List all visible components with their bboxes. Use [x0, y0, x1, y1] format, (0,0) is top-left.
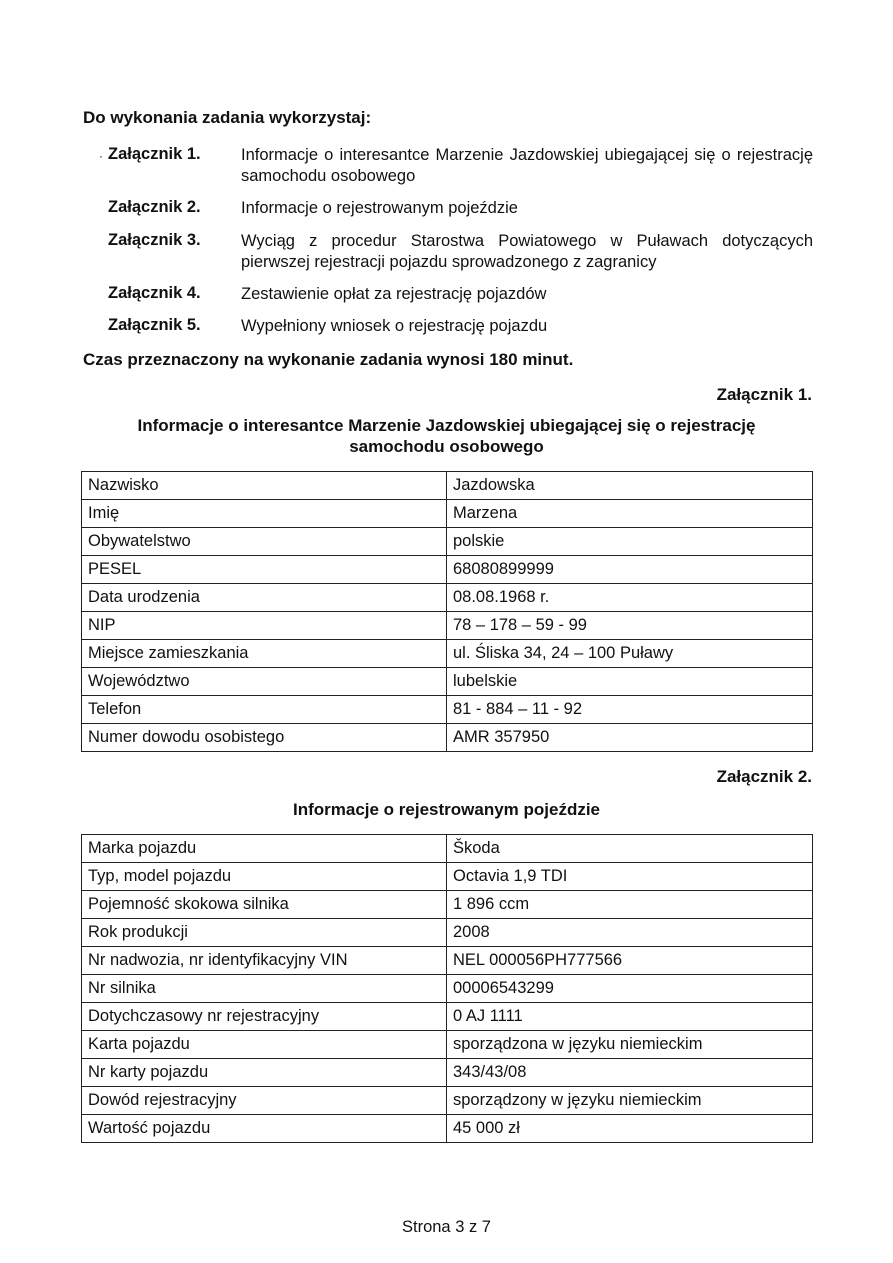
table-row — [82, 891, 813, 919]
row-value: 00006543299 — [447, 975, 813, 1003]
row-key: Telefon — [82, 696, 447, 724]
attachment-description: Zestawienie opłat za rejestrację pojazdów — [241, 285, 547, 303]
row-key: Wartość pojazdu — [82, 1115, 447, 1143]
row-key: Dotychczasowy nr rejestracyjny — [82, 1003, 447, 1031]
bullet-dot-icon: · — [99, 149, 103, 163]
row-key: Imię — [82, 500, 447, 528]
row-key: Miejsce zamieszkania — [82, 640, 447, 668]
attachment-label: Załącznik 1. — [108, 145, 201, 163]
row-value: 1 896 ccm — [447, 891, 813, 919]
row-value: 0 AJ 1111 — [447, 1003, 813, 1031]
section-1-title — [0, 415, 893, 457]
table-row — [82, 724, 813, 752]
row-key: Nr nadwozia, nr identyfikacyjny VIN — [82, 947, 447, 975]
table-row — [82, 975, 813, 1003]
time-note: Czas przeznaczony na wykonanie zadania wynosi 180 minut. — [83, 350, 574, 369]
row-key: Nazwisko — [82, 472, 447, 500]
table-row — [82, 1003, 813, 1031]
table-row — [82, 528, 813, 556]
table-row — [82, 1087, 813, 1115]
row-value: 343/43/08 — [447, 1059, 813, 1087]
attachment-1-tag: Załącznik 1. — [716, 385, 812, 404]
row-value: 08.08.1968 r. — [447, 584, 813, 612]
row-value: 81 - 884 – 11 - 92 — [447, 696, 813, 724]
table-row — [82, 696, 813, 724]
table-row — [82, 472, 813, 500]
row-key: Dowód rejestracyjny — [82, 1087, 447, 1115]
row-value: 2008 — [447, 919, 813, 947]
row-value: Octavia 1,9 TDI — [447, 863, 813, 891]
vehicle-info-table — [81, 834, 813, 1143]
table-row — [82, 919, 813, 947]
row-value: AMR 357950 — [447, 724, 813, 752]
task-heading: Do wykonania zadania wykorzystaj: — [83, 108, 372, 127]
row-key: Data urodzenia — [82, 584, 447, 612]
row-key: Nr karty pojazdu — [82, 1059, 447, 1087]
row-value: 45 000 zł — [447, 1115, 813, 1143]
row-key: Rok produkcji — [82, 919, 447, 947]
attachment-description: Wyciąg z procedur Starostwa Powiatowego w Puławach dotyczących pierwszej rejestracji pojazdu sprowadzonego z zagranicy — [241, 232, 813, 271]
row-key: Numer dowodu osobistego — [82, 724, 447, 752]
attachment-description: Informacje o interesantce Marzenie Jazdowskiej ubiegającej się o rejestrację samochodu osobowego — [241, 146, 813, 185]
section-2-title: Informacje o rejestrowanym pojeździe — [292, 800, 601, 819]
attachment-description: Wypełniony wniosek o rejestrację pojazdu — [241, 317, 548, 335]
row-value: lubelskie — [447, 668, 813, 696]
table-row — [82, 835, 813, 863]
table-row — [82, 863, 813, 891]
row-value: ul. Śliska 34, 24 – 100 Puławy — [447, 640, 813, 668]
page-number: Strona 3 z 7 — [402, 1218, 491, 1236]
row-key: Pojemność skokowa silnika — [82, 891, 447, 919]
row-key: Nr silnika — [82, 975, 447, 1003]
section-1-title-line: Informacje o interesantce Marzenie Jazdowskiej ubiegającej się o rejestrację — [137, 416, 756, 435]
table-row — [82, 668, 813, 696]
row-key: Marka pojazdu — [82, 835, 447, 863]
attachment-label: Załącznik 3. — [108, 231, 201, 249]
row-key: NIP — [82, 612, 447, 640]
attachment-label: Załącznik 2. — [108, 198, 201, 216]
row-key: Obywatelstwo — [82, 528, 447, 556]
row-key: PESEL — [82, 556, 447, 584]
row-key: Typ, model pojazdu — [82, 863, 447, 891]
attachment-description: Informacje o rejestrowanym pojeździe — [241, 199, 518, 217]
table-row — [82, 1115, 813, 1143]
row-value: NEL 000056PH777566 — [447, 947, 813, 975]
row-value: Škoda — [447, 835, 813, 863]
row-value: 78 – 178 – 59 - 99 — [447, 612, 813, 640]
table-row — [82, 640, 813, 668]
row-value: 68080899999 — [447, 556, 813, 584]
table-row — [82, 556, 813, 584]
table-row — [82, 612, 813, 640]
row-key: Karta pojazdu — [82, 1031, 447, 1059]
table-row — [82, 500, 813, 528]
table-row — [82, 1031, 813, 1059]
applicant-info-table — [81, 471, 813, 752]
attachment-label: Załącznik 4. — [108, 284, 201, 302]
section-1-title-line: samochodu osobowego — [349, 437, 544, 456]
table-row — [82, 1059, 813, 1087]
row-value: sporządzony w języku niemieckim — [447, 1087, 813, 1115]
row-value: Marzena — [447, 500, 813, 528]
row-value: Jazdowska — [447, 472, 813, 500]
row-key: Województwo — [82, 668, 447, 696]
attachment-2-tag: Załącznik 2. — [716, 767, 812, 786]
row-value: polskie — [447, 528, 813, 556]
attachment-label: Załącznik 5. — [108, 316, 201, 334]
row-value: sporządzona w języku niemieckim — [447, 1031, 813, 1059]
table-row — [82, 584, 813, 612]
table-row — [82, 947, 813, 975]
